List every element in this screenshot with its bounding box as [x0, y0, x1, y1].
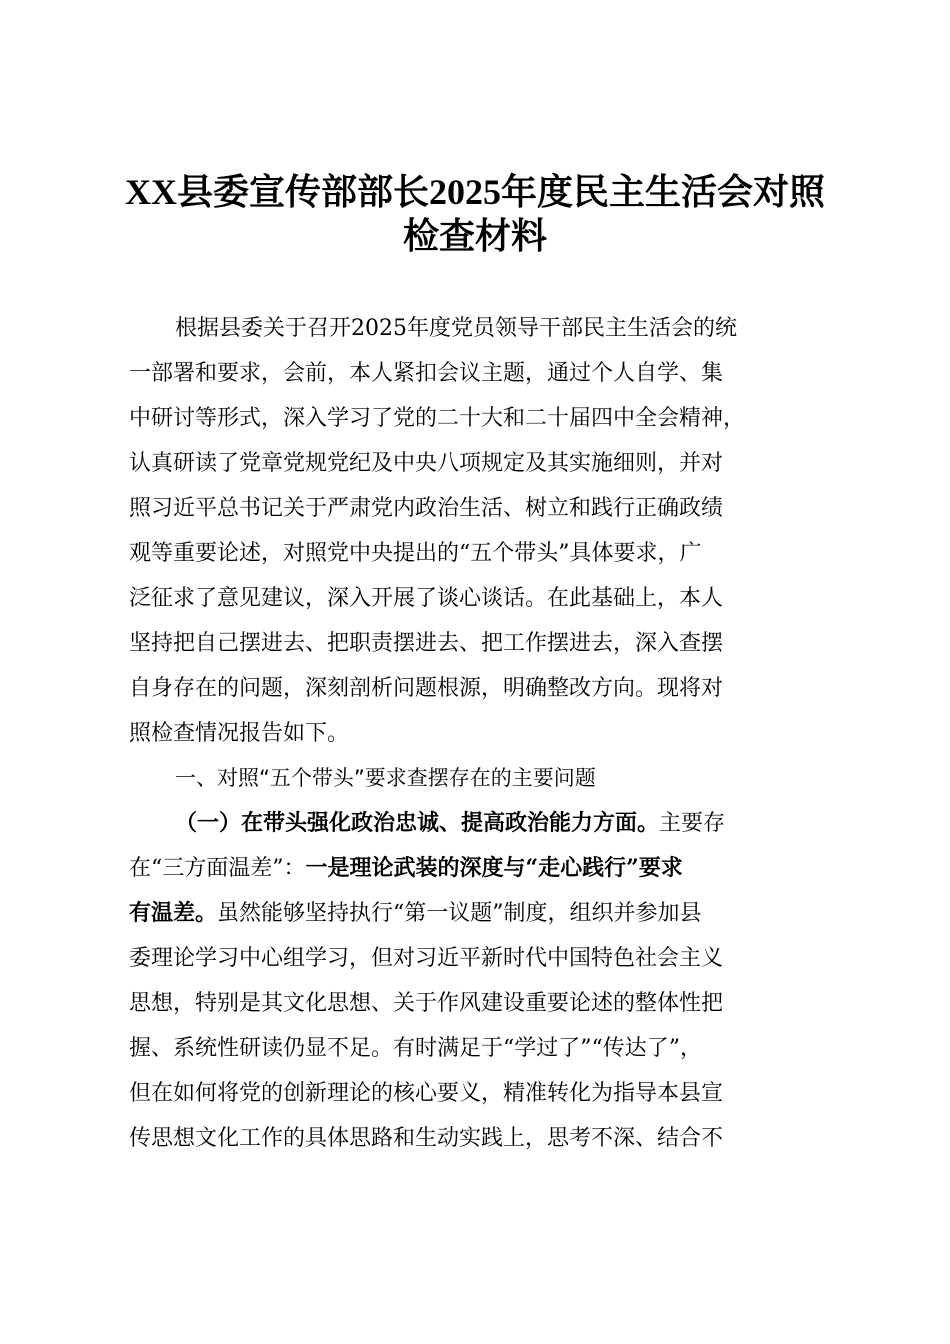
subsection-line: 思想，特别是其文化思想、关于作风建设重要论述的整体性把 — [129, 991, 724, 1016]
intro-line: 泛征求了意见建议，深入开展了谈心谈话。在此基础上，本人 — [129, 586, 724, 611]
intro-line: 照检查情况报告如下。 — [129, 721, 350, 746]
intro-line: 观等重要论述，对照党中央提出的“五个带头”具体要求，广 — [129, 541, 702, 566]
point-title: 一是理论武装的深度与“走心践行”要求 — [305, 855, 683, 881]
intro-line: 照习近平总书记关于严肃党内政治生活、树立和践行正确政绩 — [129, 496, 724, 521]
document-title-line-2: 检查材料 — [402, 216, 547, 256]
subsection-line — [129, 846, 835, 891]
subsection-line: 但在如何将党的创新理论的核心要义，精准转化为指导本县宣 — [129, 1081, 724, 1106]
subsection-title: （一）在带头强化政治忠诚、提高政治能力方面。 — [175, 810, 660, 836]
subsection-line: 传思想文化工作的具体思路和生动实践上，思考不深、结合不 — [129, 1126, 724, 1151]
subsection-line: 委理论学习中心组学习，但对习近平新时代中国特色社会主义 — [129, 946, 724, 971]
subsection-text: 虽然能够坚持执行“第一议题”制度，组织并参加县 — [217, 901, 702, 926]
subsection-text: 主要存 — [659, 811, 726, 836]
point-title: 有温差。 — [129, 900, 218, 926]
subsection-text: 在“三方面温差”： — [129, 856, 306, 881]
subsection-line: 握、系统性研读仍显不足。有时满足于“学过了”“传达了”， — [129, 1036, 702, 1061]
subsection-line — [129, 801, 835, 846]
intro-line: 一部署和要求，会前，本人紧扣会议主题，通过个人自学、集 — [129, 361, 724, 386]
intro-line: 认真研读了党章党规党纪及中央八项规定及其实施细则，并对 — [129, 451, 724, 476]
intro-line: 坚持把自己摆进去、把职责摆进去、把工作摆进去，深入查摆 — [129, 631, 724, 656]
intro-line: 中研讨等形式，深入学习了党的二十大和二十届四中全会精神， — [129, 406, 746, 431]
document-title-line-1: XX县委宣传部部长2025年度民主生活会对照 — [125, 172, 825, 212]
intro-line: 自身存在的问题，深刻剖析问题根源，明确整改方向。现将对 — [129, 676, 724, 701]
intro-line: 根据县委关于召开2025年度党员领导干部民主生活会的统 — [175, 316, 737, 341]
document-body — [129, 306, 835, 1161]
subsection-line — [129, 891, 835, 936]
section-heading: 一、对照“五个带头”要求查摆存在的主要问题 — [175, 766, 596, 790]
